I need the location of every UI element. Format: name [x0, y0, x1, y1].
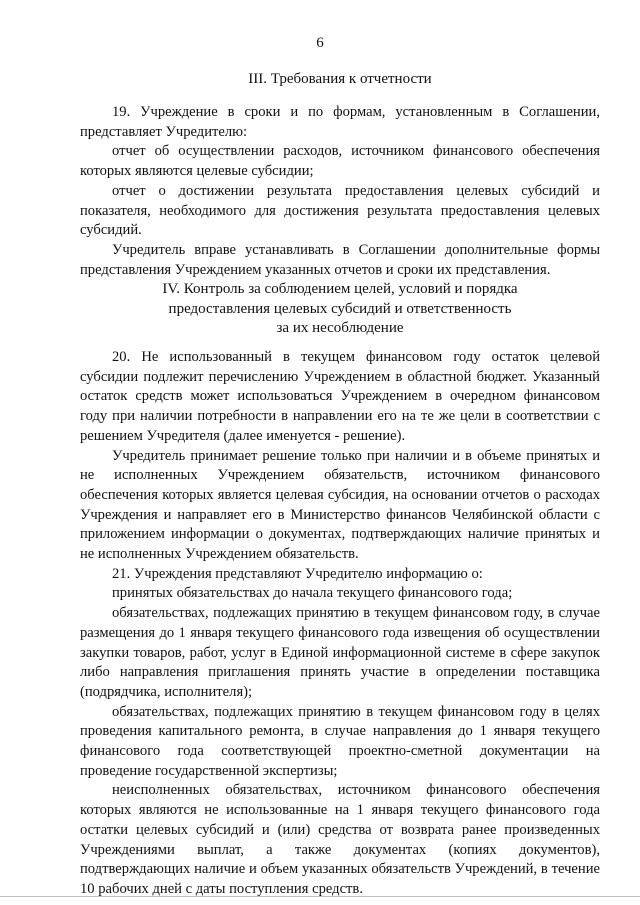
- paragraph-19-expenses-report: отчет об осуществлении расходов, источником финансового обеспечения которых являются целевые субсидии;: [80, 143, 600, 180]
- paragraph-21-accepted-obligations: принятых обязательствах до начала текущего финансового года;: [112, 585, 513, 602]
- paragraph-21-procurement-obligations: обязательствах, подлежащих принятию в текущем финансовом году, в случае размещения до 1 января текущего финансового года извещения об осуществлении закупки товаров, работ, услуг в Единой информационной системе в сфере закупок либо направления приглашения принять участие в определении поставщика (подрядчика, исполнителя);: [80, 605, 600, 700]
- section-4-heading: [80, 280, 600, 339]
- paragraph-21: 21. Учреждения представляют Учредителю информацию о:: [112, 565, 483, 582]
- paragraph-20-decision: Учредитель принимает решение только при наличии и в объеме принятых и не исполненных Учреждением обязательств, источником финансового обеспечения которых является целевая субсидия, на основании отчетов о расходах Учреждения и направляет его в Министерство финансов Челябинской области с приложением информации о документах, подтверждающих наличие принятых и не исполненных Учреждением обязательств.: [80, 447, 600, 563]
- section-3-heading: [80, 70, 600, 90]
- section-4-body: [80, 348, 600, 900]
- page-number: 6: [316, 35, 324, 51]
- section-3-heading-text: III. Требования к отчетности: [248, 71, 432, 87]
- paragraph-19-results-report: отчет о достижении результата предоставления целевых субсидий и показателя, необходимого для достижения результата предоставления целевых субсидий.: [80, 182, 600, 239]
- page-bottom-edge: [0, 896, 640, 897]
- paragraph-19: 19. Учреждение в сроки и по формам, установленным в Соглашении, представляет Учредителю:: [80, 104, 600, 140]
- paragraph-20: 20. Не использованный в текущем финансовом году остаток целевой субсидии подлежит перечислению Учреждением в областной бюджет. Указанный остаток средств может использоваться Учреждением в очередном финансовом году при наличии потребности в направлении его на те же цели в соответствии с решением Учредителя (далее именуется - решение).: [80, 349, 600, 444]
- paragraph-21-unfulfilled-obligations: неисполненных обязательствах, источником финансового обеспечения которых являются не использованные на 1 января текущего финансового года остатки целевых субсидий и (или) средства от возврата ранее произведенных Учреждениями выплат, а также документах (копиях документов), подтверждающих наличие и объем указанных обязательств Учреждений, в течение 10 рабочих дней с даты поступления средств.: [80, 782, 600, 897]
- section-4-heading-line-1: IV. Контроль за соблюдением целей, условий и порядка: [162, 281, 518, 297]
- paragraph-21-capital-repair-obligations: обязательствах, подлежащих принятию в текущем финансовом году в целях проведения капитального ремонта, в случае направления до 1 января текущего финансового года соответствующей проектно-сметной документации на проведение государственной экспертизы;: [80, 703, 600, 779]
- section-3-body: [80, 103, 600, 280]
- section-4-heading-line-3: за их несоблюдение: [276, 320, 404, 336]
- section-4-heading-line-2: предоставления целевых субсидий и ответственность: [168, 300, 512, 317]
- paragraph-19-additional-forms: Учредитель вправе устанавливать в Соглашении дополнительные формы представления Учреждением указанных отчетов и сроки их представления.: [80, 241, 600, 278]
